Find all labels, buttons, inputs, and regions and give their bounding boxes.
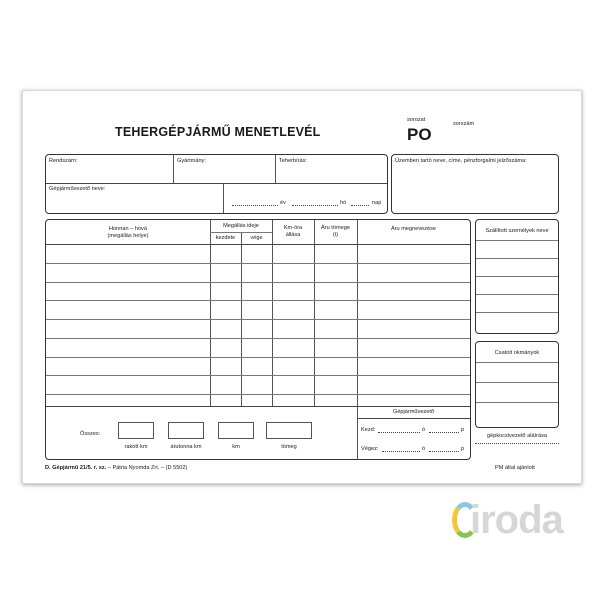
col-megallas: Megállás ideje	[223, 223, 259, 229]
alairas-label: gépkocsivezető aláírása	[486, 433, 547, 439]
uzemben-label: Üzemben tartó neve, címe, pénzforgalmi jelzőszáma:	[395, 158, 527, 164]
trip-table	[45, 219, 471, 460]
col-aru-tomeg-sub: (t)	[332, 232, 339, 238]
osszes-label: Összes:	[80, 431, 101, 437]
vezeto-label: Gépjárművezető neve:	[49, 186, 106, 192]
col-kezdete: kezdete	[215, 235, 236, 241]
series-code: PO	[407, 125, 432, 144]
attached-docs-box	[475, 341, 559, 428]
form-title: TEHERGÉPJÁRMŰ MENETLEVÉL	[115, 125, 321, 139]
col-aru-megnev: Áru megnevezése	[390, 226, 437, 232]
sorszam-label: sorszám	[453, 121, 475, 127]
tomeg-box	[266, 422, 312, 439]
col-honnan: Honnan – hová	[109, 226, 147, 232]
ho-label: hó	[340, 200, 347, 206]
kezd-o-label: ó	[422, 427, 426, 433]
nap-label: nap	[372, 200, 382, 206]
rakott-km-label: rakott km	[124, 444, 148, 450]
vegez-o-label: ó	[422, 446, 426, 452]
col-aru-tomeg: Áru tömege	[321, 225, 350, 231]
arutonna-km-label: árutonna km	[170, 444, 202, 450]
vegez-label: Végez:	[361, 446, 379, 452]
km-box	[218, 422, 254, 439]
ev-label: év	[280, 200, 286, 206]
sorozat-label: sorozat	[407, 117, 426, 123]
form-sheet	[22, 90, 582, 484]
footer-left	[45, 465, 187, 471]
kezd-p-label: p	[461, 427, 465, 433]
rendszam-label: Rendszám:	[49, 158, 78, 164]
km-label: km	[232, 444, 240, 450]
csatolt-label: Csatolt okmányok	[494, 350, 540, 356]
iroda-logo: iroda	[470, 498, 563, 542]
footer-form-id: D. Gépjármű 21/5. r. sz.	[45, 465, 107, 471]
vegez-p-label: p	[461, 446, 465, 452]
tomeg-label: tömeg	[281, 444, 297, 450]
gepjarmuvezeto-label: Gépjárművezető	[392, 409, 435, 415]
footer-printer: – Pátria Nyomda Zrt. – (D 5502)	[106, 465, 188, 471]
arutonna-km-box	[168, 422, 204, 439]
col-km-sub: állása	[285, 232, 301, 238]
passengers-box	[475, 219, 559, 334]
gyartmany-label: Gyártmány:	[177, 158, 206, 164]
szallitott-label: Szállított személyek neve	[485, 228, 549, 234]
rakott-km-box	[118, 422, 154, 439]
col-vege: vége	[250, 235, 263, 241]
footer-right: PM által ajánlott	[495, 465, 535, 471]
teherbiras-label: Teherbírás:	[279, 158, 307, 164]
operator-info-box	[391, 154, 559, 214]
vehicle-info-box	[45, 154, 388, 214]
kezd-label: Kezd:	[361, 427, 376, 433]
col-km: Km-óra	[283, 225, 303, 231]
col-honnan-sub: (megállás helye)	[107, 233, 149, 239]
